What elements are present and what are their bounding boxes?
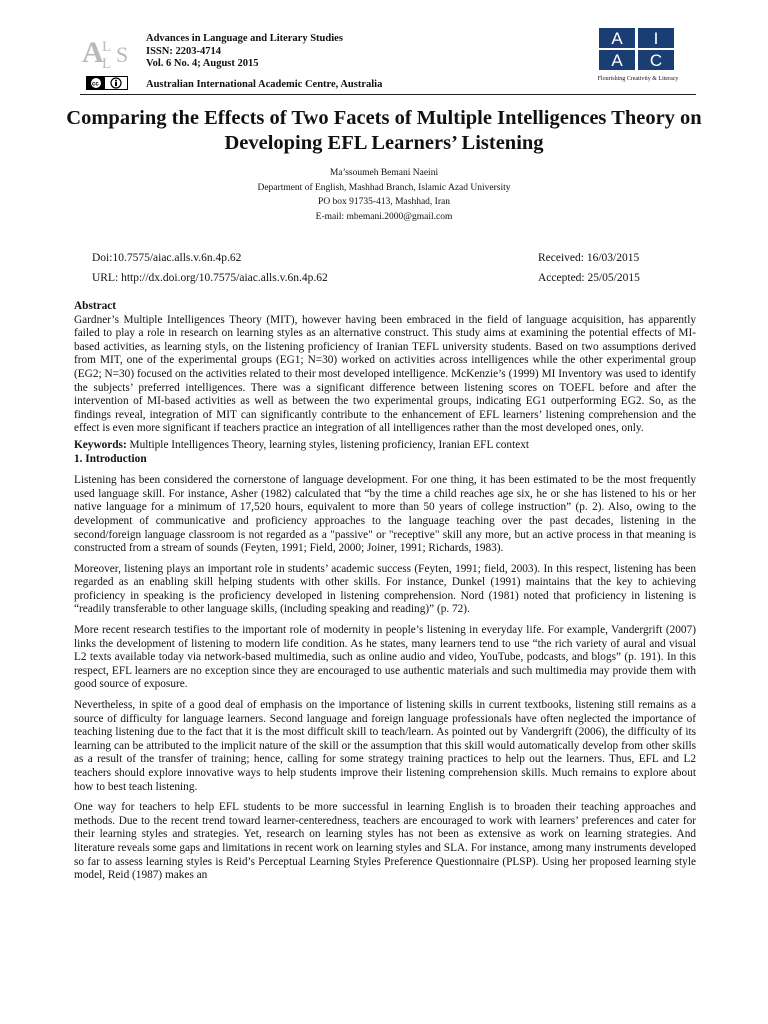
abstract-text: Gardner’s Multiple Intelligences Theory (MIT), however having been embraced in the field of language acquisition, has apparently failed to play a role in research on learning styles as an alternative construct. This study aims at examining the potential effects of MI-based activities, as learning styls, on the listening proficiency of Iranian TEFL university students. Based on two assumptions derived from MIT, one of the experimental groups (EG1; N=30) worked on activities across intelligences while the other experimental group (EG2; N=30) focused on the activities related to their most developed intelligence. McKenzie’s (1999) MI Inventory was used to identify the subjects’ preferred intelligences. There was a significant difference between listening scores on TOEFL before and after the intervention of MI-based activities as well as between the two experimental groups, indicating EG1 outperforming EG2. So, as the findings reveal, integration of MIT can significantly contribute to the enhancement of EFL learners’ listening comprehension and the effect is even more significant if teachers practice an integration of all intelligences rather than the most developed ones, only. [74,313,696,435]
alls-logo [80,32,136,72]
publisher-name: Australian International Academic Centre, Australia [146,79,383,90]
keywords-label: Keywords: [74,438,127,451]
author-address: PO box 91735-413, Mashhad, Iran [318,197,450,207]
author-block [0,166,768,224]
section-heading-introduction: 1. Introduction [74,452,147,465]
journal-name: Advances in Language and Literary Studies [146,33,343,44]
aiac-logo-letter-2: I [653,29,659,48]
intro-paragraph-4: Nevertheless, in spite of a good deal of emphasis on the importance of listening skills in current textbooks, listening still remains as a source of difficulty for language learners. Second language and foreign language professionals have often neglected the importance of teaching listening due to the fact that it is the most difficult skill to teach/learn. As pointed out by Vandergrift (2006), the difficulty of its learning can be attributed to the implicit nature of the skill or the assumption that this skill would automatically develop from other skills as a result of the transfer of training; hence, calling for some strategy training practices to help out the learners. Thus, EFL and L2 teachers should explore innovative ways to help students improve their listening comprehension skills. Much remains to explore about how to best teach listening. [74,699,696,793]
doi: Doi:10.7575/aiac.alls.v.6n.4p.62 [92,252,242,264]
alls-logo-letter-a: A [82,36,104,69]
article-url[interactable]: URL: http://dx.doi.org/10.7575/aiac.alls.v.6n.4p.62 [92,272,328,284]
aiac-logo-letter-4: C [649,51,663,70]
intro-paragraph-1: Listening has been considered the cornerstone of language development. For one thing, it has been estimated to be the most frequently used language skill. For instance, Asher (1982) calculated that “by the time a child reaches age six, he or she has listened to his or her native language for a minimum of 17,520 hours, equivalent to more than 50 years of college instruction” (p. 2). Also, owing to the development of communicative and proficiency approaches to the language teaching over the past decades, listening in the second/foreign language classroom is not regarded as a "passive" or "receptive" skill any more, but an active process in that meaning is constructed from a stream of sounds (Feyten, 1991; Field, 2000; Joiner, 1991; Richards, 1983). [74,474,696,555]
received-date: Received: 16/03/2015 [538,252,640,264]
article-dates [538,248,640,288]
alls-logo-letter-s: S [116,42,129,67]
journal-info [146,33,343,71]
aiac-logo [598,27,676,71]
alls-logo-letter-l2: L [102,56,112,72]
aiac-logo-letter-1: A [611,29,623,48]
aiac-logo-letter-3: A [611,51,623,70]
aiac-tagline: Flourishing Creativity & Literacy [597,76,679,82]
article-identifiers [92,248,328,288]
creative-commons-icon [86,76,128,90]
keywords [74,439,696,453]
journal-issn: ISSN: 2203-4714 [146,45,221,57]
alls-logo-letter-l1: L [102,39,112,55]
intro-paragraph-3: More recent research testifies to the important role of modernity in people’s listening in everyday life. For example, Vandergrift (2007) links the development of listening to modern life condition. As he states, many learners tend to use “the rich variety of aural and visual L2 texts available today via network-based multimedia, such as online audio and video, YouTube, podcasts, and blogs” (p. 191). In this respect, EFL learners are no exception since they are encouraged to use authentic materials and such multimedia may provide them with good source of exposure. [74,624,696,691]
keywords-text: Multiple Intelligences Theory, learning styles, listening proficiency, Iranian EFL context [129,438,530,451]
intro-paragraph-5: One way for teachers to help EFL students to be more successful in learning English is to broaden their teaching approaches and methods. Due to the recent trend toward learner-centeredness, teachers are encouraged to work with learners’ preferences and cater for their learning styles and strategies. Yet, research on learning styles has not been as extensive as work on learning strategies. And literature reveals some gaps and limitations in recent work on learning styles and SLA. For instance, among many instruments developed so far to assess learning styles is Reid’s Perceptual Learning Styles Preference Questionnaire (PLSP). Using her proposed learning style model, Reid (1987) makes an [74,801,696,882]
header-divider [80,94,696,95]
journal-header [0,0,768,95]
paper-body [74,300,696,890]
svg-text:cc: cc [92,81,99,88]
abstract-heading: Abstract [74,300,117,312]
author-email: E-mail: mbemani.2000@gmail.com [315,211,453,222]
paper-title: Comparing the Effects of Two Facets of Multiple Intelligences Theory on Developing EFL Learners’ Listening [66,107,702,154]
author-affiliation: Department of English, Mashhad Branch, Islamic Azad University [257,182,511,193]
journal-volume: Vol. 6 No. 4; August 2015 [146,58,259,70]
author-name: Ma’ssoumeh Bemani Naeini [329,168,439,178]
accepted-date: Accepted: 25/05/2015 [538,272,640,284]
intro-paragraph-2: Moreover, listening plays an important role in students’ academic success (Feyten, 1991; field, 2003). In this respect, listening has been regarded as an enabling skill helping students with other skills. For instance, Dunkel (1991) maintains that the key to achieving proficiency in speaking is the proficiency developed in listening comprehension. Nord (1981) noted that proficiency in listening is “readily transferable to other language skills, (including speaking and reading)” (p. 72). [74,562,696,616]
